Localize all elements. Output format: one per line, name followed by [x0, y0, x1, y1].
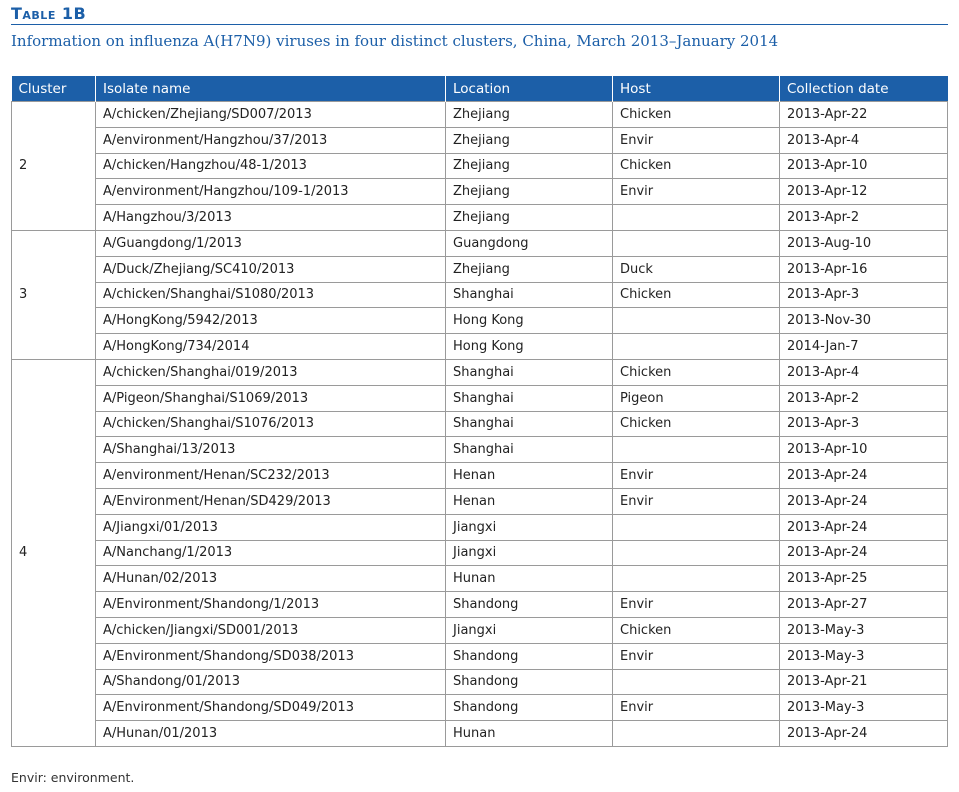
- host-cell: [613, 437, 780, 463]
- column-header-location: Location: [446, 76, 613, 102]
- location-cell: Shanghai: [446, 411, 613, 437]
- table-row: [12, 385, 948, 411]
- header-row: [12, 76, 948, 102]
- isolate-name-cell: A/Hunan/02/2013: [96, 566, 446, 592]
- location-cell: Zhejiang: [446, 102, 613, 128]
- host-cell: [613, 334, 780, 360]
- host-cell: Envir: [613, 592, 780, 618]
- location-cell: Shandong: [446, 695, 613, 721]
- isolate-name-cell: A/Environment/Shandong/SD038/2013: [96, 643, 446, 669]
- isolate-name-cell: A/chicken/Jiangxi/SD001/2013: [96, 617, 446, 643]
- isolate-name-cell: A/environment/Henan/SC232/2013: [96, 463, 446, 489]
- host-cell: [613, 669, 780, 695]
- isolate-name-cell: A/chicken/Shanghai/019/2013: [96, 359, 446, 385]
- collection-date-cell: 2013-Apr-12: [780, 179, 948, 205]
- host-cell: Duck: [613, 256, 780, 282]
- table-row: [12, 179, 948, 205]
- collection-date-cell: 2013-Apr-3: [780, 411, 948, 437]
- host-cell: [613, 230, 780, 256]
- host-cell: Chicken: [613, 359, 780, 385]
- cluster-cell: 3: [12, 230, 96, 359]
- host-cell: Envir: [613, 127, 780, 153]
- collection-date-cell: 2013-Aug-10: [780, 230, 948, 256]
- location-cell: Zhejiang: [446, 153, 613, 179]
- location-cell: Jiangxi: [446, 540, 613, 566]
- table-row: [12, 437, 948, 463]
- isolate-name-cell: A/HongKong/734/2014: [96, 334, 446, 360]
- isolate-name-cell: A/environment/Hangzhou/37/2013: [96, 127, 446, 153]
- table-row: [12, 102, 948, 128]
- column-header-host: Host: [613, 76, 780, 102]
- isolate-name-cell: A/HongKong/5942/2013: [96, 308, 446, 334]
- isolate-name-cell: A/chicken/Shanghai/S1080/2013: [96, 282, 446, 308]
- isolate-name-cell: A/chicken/Shanghai/S1076/2013: [96, 411, 446, 437]
- location-cell: Hong Kong: [446, 334, 613, 360]
- location-cell: Shanghai: [446, 437, 613, 463]
- column-header-collection-date: Collection date: [780, 76, 948, 102]
- location-cell: Henan: [446, 463, 613, 489]
- virus-table: [11, 76, 948, 747]
- location-cell: Shandong: [446, 643, 613, 669]
- collection-date-cell: 2013-Apr-4: [780, 359, 948, 385]
- location-cell: Shanghai: [446, 385, 613, 411]
- host-cell: Chicken: [613, 282, 780, 308]
- table-row: [12, 411, 948, 437]
- host-cell: [613, 308, 780, 334]
- table-row: [12, 334, 948, 360]
- collection-date-cell: 2013-Apr-24: [780, 488, 948, 514]
- collection-date-cell: 2013-Apr-24: [780, 514, 948, 540]
- table-row: [12, 514, 948, 540]
- table-row: [12, 695, 948, 721]
- location-cell: Shandong: [446, 592, 613, 618]
- collection-date-cell: 2013-Apr-24: [780, 540, 948, 566]
- table-row: [12, 643, 948, 669]
- table-row: [12, 153, 948, 179]
- location-cell: Zhejiang: [446, 256, 613, 282]
- isolate-name-cell: A/chicken/Hangzhou/48-1/2013: [96, 153, 446, 179]
- table-row: [12, 127, 948, 153]
- collection-date-cell: 2013-Apr-25: [780, 566, 948, 592]
- host-cell: Chicken: [613, 411, 780, 437]
- location-cell: Zhejiang: [446, 179, 613, 205]
- collection-date-cell: 2013-Apr-4: [780, 127, 948, 153]
- host-cell: Envir: [613, 463, 780, 489]
- cluster-cell: 2: [12, 102, 96, 231]
- table-row: [12, 205, 948, 231]
- host-cell: [613, 566, 780, 592]
- isolate-name-cell: A/Pigeon/Shanghai/S1069/2013: [96, 385, 446, 411]
- table-header: [12, 76, 948, 102]
- location-cell: Henan: [446, 488, 613, 514]
- location-cell: Hunan: [446, 721, 613, 747]
- location-cell: Shandong: [446, 669, 613, 695]
- table-row: [12, 488, 948, 514]
- collection-date-cell: 2013-Apr-16: [780, 256, 948, 282]
- isolate-name-cell: A/Jiangxi/01/2013: [96, 514, 446, 540]
- table-row: [12, 282, 948, 308]
- table-body: [12, 102, 948, 747]
- table-row: [12, 256, 948, 282]
- isolate-name-cell: A/Environment/Shandong/1/2013: [96, 592, 446, 618]
- collection-date-cell: 2013-Apr-10: [780, 437, 948, 463]
- table-row: [12, 308, 948, 334]
- collection-date-cell: 2013-Nov-30: [780, 308, 948, 334]
- collection-date-cell: 2014-Jan-7: [780, 334, 948, 360]
- table-row: [12, 359, 948, 385]
- location-cell: Jiangxi: [446, 617, 613, 643]
- collection-date-cell: 2013-Apr-2: [780, 205, 948, 231]
- table-row: [12, 617, 948, 643]
- table-subtitle: Information on influenza A(H7N9) viruses in four distinct clusters, China, March 2013–January 2014: [11, 32, 779, 50]
- isolate-name-cell: A/Environment/Shandong/SD049/2013: [96, 695, 446, 721]
- collection-date-cell: 2013-May-3: [780, 643, 948, 669]
- host-cell: [613, 205, 780, 231]
- location-cell: Shanghai: [446, 359, 613, 385]
- table-row: [12, 592, 948, 618]
- column-header-isolate-name: Isolate name: [96, 76, 446, 102]
- isolate-name-cell: A/Shanghai/13/2013: [96, 437, 446, 463]
- location-cell: Zhejiang: [446, 205, 613, 231]
- table-row: [12, 540, 948, 566]
- isolate-name-cell: A/environment/Hangzhou/109-1/2013: [96, 179, 446, 205]
- collection-date-cell: 2013-May-3: [780, 617, 948, 643]
- collection-date-cell: 2013-Apr-24: [780, 721, 948, 747]
- collection-date-cell: 2013-Apr-22: [780, 102, 948, 128]
- host-cell: Envir: [613, 488, 780, 514]
- collection-date-cell: 2013-Apr-21: [780, 669, 948, 695]
- host-cell: Chicken: [613, 153, 780, 179]
- collection-date-cell: 2013-Apr-24: [780, 463, 948, 489]
- table-row: [12, 669, 948, 695]
- table-row: [12, 721, 948, 747]
- location-cell: Guangdong: [446, 230, 613, 256]
- host-cell: [613, 721, 780, 747]
- collection-date-cell: 2013-May-3: [780, 695, 948, 721]
- location-cell: Hong Kong: [446, 308, 613, 334]
- host-cell: [613, 540, 780, 566]
- table-row: [12, 230, 948, 256]
- footnote: Envir: environment.: [11, 770, 135, 785]
- table-row: [12, 566, 948, 592]
- host-cell: Chicken: [613, 102, 780, 128]
- location-cell: Jiangxi: [446, 514, 613, 540]
- location-cell: Zhejiang: [446, 127, 613, 153]
- collection-date-cell: 2013-Apr-2: [780, 385, 948, 411]
- host-cell: Envir: [613, 643, 780, 669]
- table-title: Table 1B: [11, 4, 87, 23]
- column-header-cluster: Cluster: [12, 76, 96, 102]
- host-cell: Envir: [613, 179, 780, 205]
- collection-date-cell: 2013-Apr-27: [780, 592, 948, 618]
- location-cell: Shanghai: [446, 282, 613, 308]
- host-cell: Envir: [613, 695, 780, 721]
- location-cell: Hunan: [446, 566, 613, 592]
- isolate-name-cell: A/Nanchang/1/2013: [96, 540, 446, 566]
- isolate-name-cell: A/Hunan/01/2013: [96, 721, 446, 747]
- collection-date-cell: 2013-Apr-3: [780, 282, 948, 308]
- collection-date-cell: 2013-Apr-10: [780, 153, 948, 179]
- isolate-name-cell: A/Hangzhou/3/2013: [96, 205, 446, 231]
- table-row: [12, 463, 948, 489]
- host-cell: Pigeon: [613, 385, 780, 411]
- isolate-name-cell: A/chicken/Zhejiang/SD007/2013: [96, 102, 446, 128]
- isolate-name-cell: A/Environment/Henan/SD429/2013: [96, 488, 446, 514]
- host-cell: Chicken: [613, 617, 780, 643]
- isolate-name-cell: A/Shandong/01/2013: [96, 669, 446, 695]
- isolate-name-cell: A/Duck/Zhejiang/SC410/2013: [96, 256, 446, 282]
- isolate-name-cell: A/Guangdong/1/2013: [96, 230, 446, 256]
- cluster-cell: 4: [12, 359, 96, 746]
- host-cell: [613, 514, 780, 540]
- title-rule: [11, 24, 948, 25]
